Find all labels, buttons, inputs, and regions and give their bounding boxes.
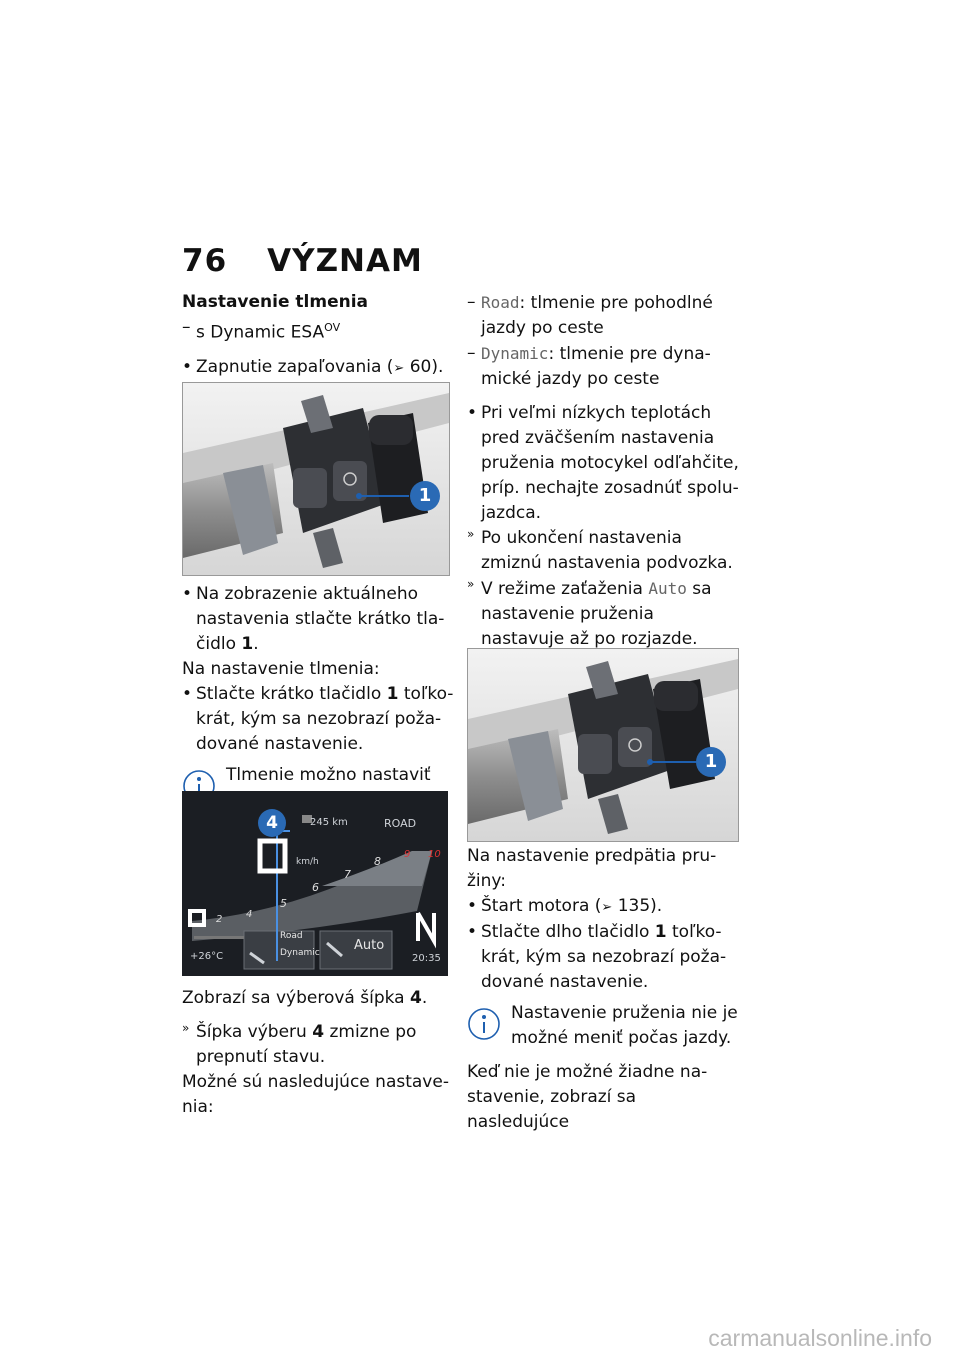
text: Šípka výberu	[196, 1022, 313, 1042]
tach-tick-10: 10	[428, 849, 441, 860]
step-start-engine	[467, 894, 739, 920]
left-column	[182, 290, 457, 381]
page-ref[interactable]: 60).	[409, 356, 444, 377]
option-auto: Auto	[354, 938, 385, 953]
callout-4: 4	[258, 809, 286, 837]
punct: .	[253, 634, 259, 654]
text: : tlmenie pre dyna-mické jazdy po ceste	[481, 344, 711, 389]
page-header	[182, 243, 423, 279]
handlebar-illustration	[183, 383, 449, 575]
section-heading: Nastavenie tlmenia	[182, 292, 369, 312]
step-press-button	[182, 682, 457, 757]
note-text: Tlmenie možno nastaviť	[226, 765, 431, 785]
mode-readout: ROAD	[384, 817, 417, 830]
option-dynamic: Dynamic	[280, 948, 320, 958]
callout-ref: 4	[312, 1022, 325, 1042]
text: sa nastavenie pruženia nastavuje až po rozjazde.	[481, 579, 712, 649]
variant-line	[182, 315, 457, 346]
chapter-title: VÝZNAM	[267, 243, 423, 279]
text: Stlačte dlho tlačidlo	[481, 922, 655, 942]
callout-ref: 4	[409, 988, 422, 1008]
note-text: Nastavenie pruženia nie je možné meniť počas jazdy.	[511, 1003, 738, 1048]
page-ref-arrow-icon: ➢	[393, 360, 405, 376]
cold-temp-bullet: • Pri veľmi nízkych teplotách pred zväčšením nastavenia pruženia motocykel odľahčite, príp. nechajte zosadnúť spolu-jazdca.	[467, 401, 739, 526]
text: Zobrazí sa výberová šípka	[182, 988, 410, 1008]
button-ref: 1	[654, 922, 667, 942]
result-auto-mode	[467, 576, 739, 652]
page-ref-arrow-icon: ➢	[601, 900, 613, 915]
punct: .	[421, 988, 428, 1008]
tach-tick-2: 2	[216, 914, 223, 925]
site-watermark: carmanualsonline.info	[708, 1325, 932, 1351]
speed-unit: km/h	[296, 857, 319, 867]
variant-text: s Dynamic ESA	[196, 322, 325, 343]
option-road: Road	[280, 931, 303, 941]
tach-tick-8: 8	[374, 855, 381, 868]
tach-tick-7: 7	[344, 868, 351, 881]
text: toľko-krát, kým sa nezobrazí poža-dované nastavenie.	[481, 922, 727, 992]
preload-intro: Na nastavenie predpätia pru-žiny:	[467, 846, 717, 891]
info-icon	[467, 1007, 501, 1041]
code-dynamic: Dynamic	[481, 344, 549, 363]
left-column-mid	[182, 582, 457, 813]
step-text: Zapnutie zapaľovania (	[196, 356, 394, 377]
info-note-2	[467, 1001, 739, 1051]
button-ref: 1	[241, 634, 254, 654]
step-show-setting	[182, 582, 457, 657]
page-ref[interactable]: 135).	[617, 896, 663, 916]
text: V režime zaťaženia	[481, 579, 649, 599]
result-settings-disappear: » Po ukončení nastavenia zmiznú nastavenia podvozka.	[467, 526, 739, 576]
tach-tick-6: 6	[312, 881, 319, 894]
option-road-desc	[467, 290, 739, 341]
tft-display-image	[182, 791, 448, 976]
page-number: 76	[182, 243, 228, 279]
clock-readout: 20:35	[412, 953, 441, 964]
tach-tick-5: 5	[280, 897, 287, 910]
temperature-readout: +26°C	[190, 951, 224, 962]
left-column-bottom	[182, 986, 457, 1120]
variant-sup: OV	[324, 321, 341, 334]
code-road: Road	[481, 293, 520, 312]
selection-arrow-text	[182, 986, 457, 1011]
handlebar-illustration-2	[468, 649, 738, 841]
result-arrow-disappears	[182, 1020, 457, 1070]
text: : tlmenie pre pohodlné jazdy po ceste	[481, 293, 713, 338]
handlebar-switch-image	[182, 382, 450, 576]
step-text: Stlačte krátko tlačidlo	[196, 684, 387, 704]
tach-tick-9: 9	[404, 849, 411, 860]
step-ignition	[182, 355, 457, 381]
step-long-press	[467, 920, 739, 995]
option-dynamic-desc	[467, 341, 739, 392]
tach-tick-4: 4	[246, 909, 253, 920]
handlebar-switch-image-2	[467, 648, 739, 842]
step-text: toľko-krát, kým sa nezobrazí poža-dované nastavenie.	[196, 684, 454, 754]
button-ref: 1	[386, 684, 399, 704]
callout-1: 1	[410, 481, 440, 511]
options-intro: Možné sú nasledujúce nastave-nia:	[182, 1072, 449, 1117]
no-setting-text: Keď nie je možné žiadne na-stavenie, zobrazí sa nasledujúce	[467, 1062, 708, 1132]
instruction-intro: Na nastavenie tlmenia:	[182, 659, 380, 679]
text: Štart motora (	[481, 896, 602, 916]
right-column-bottom	[467, 844, 739, 1135]
range-readout: 245 km	[310, 817, 348, 828]
step-text: Na zobrazenie aktuálneho nastavenia stlačte krátko tla-čidlo	[196, 584, 445, 654]
code-auto: Auto	[648, 579, 687, 598]
text: zmizne po prepnutí stavu.	[196, 1022, 417, 1067]
callout-1-preload: 1	[696, 747, 726, 777]
